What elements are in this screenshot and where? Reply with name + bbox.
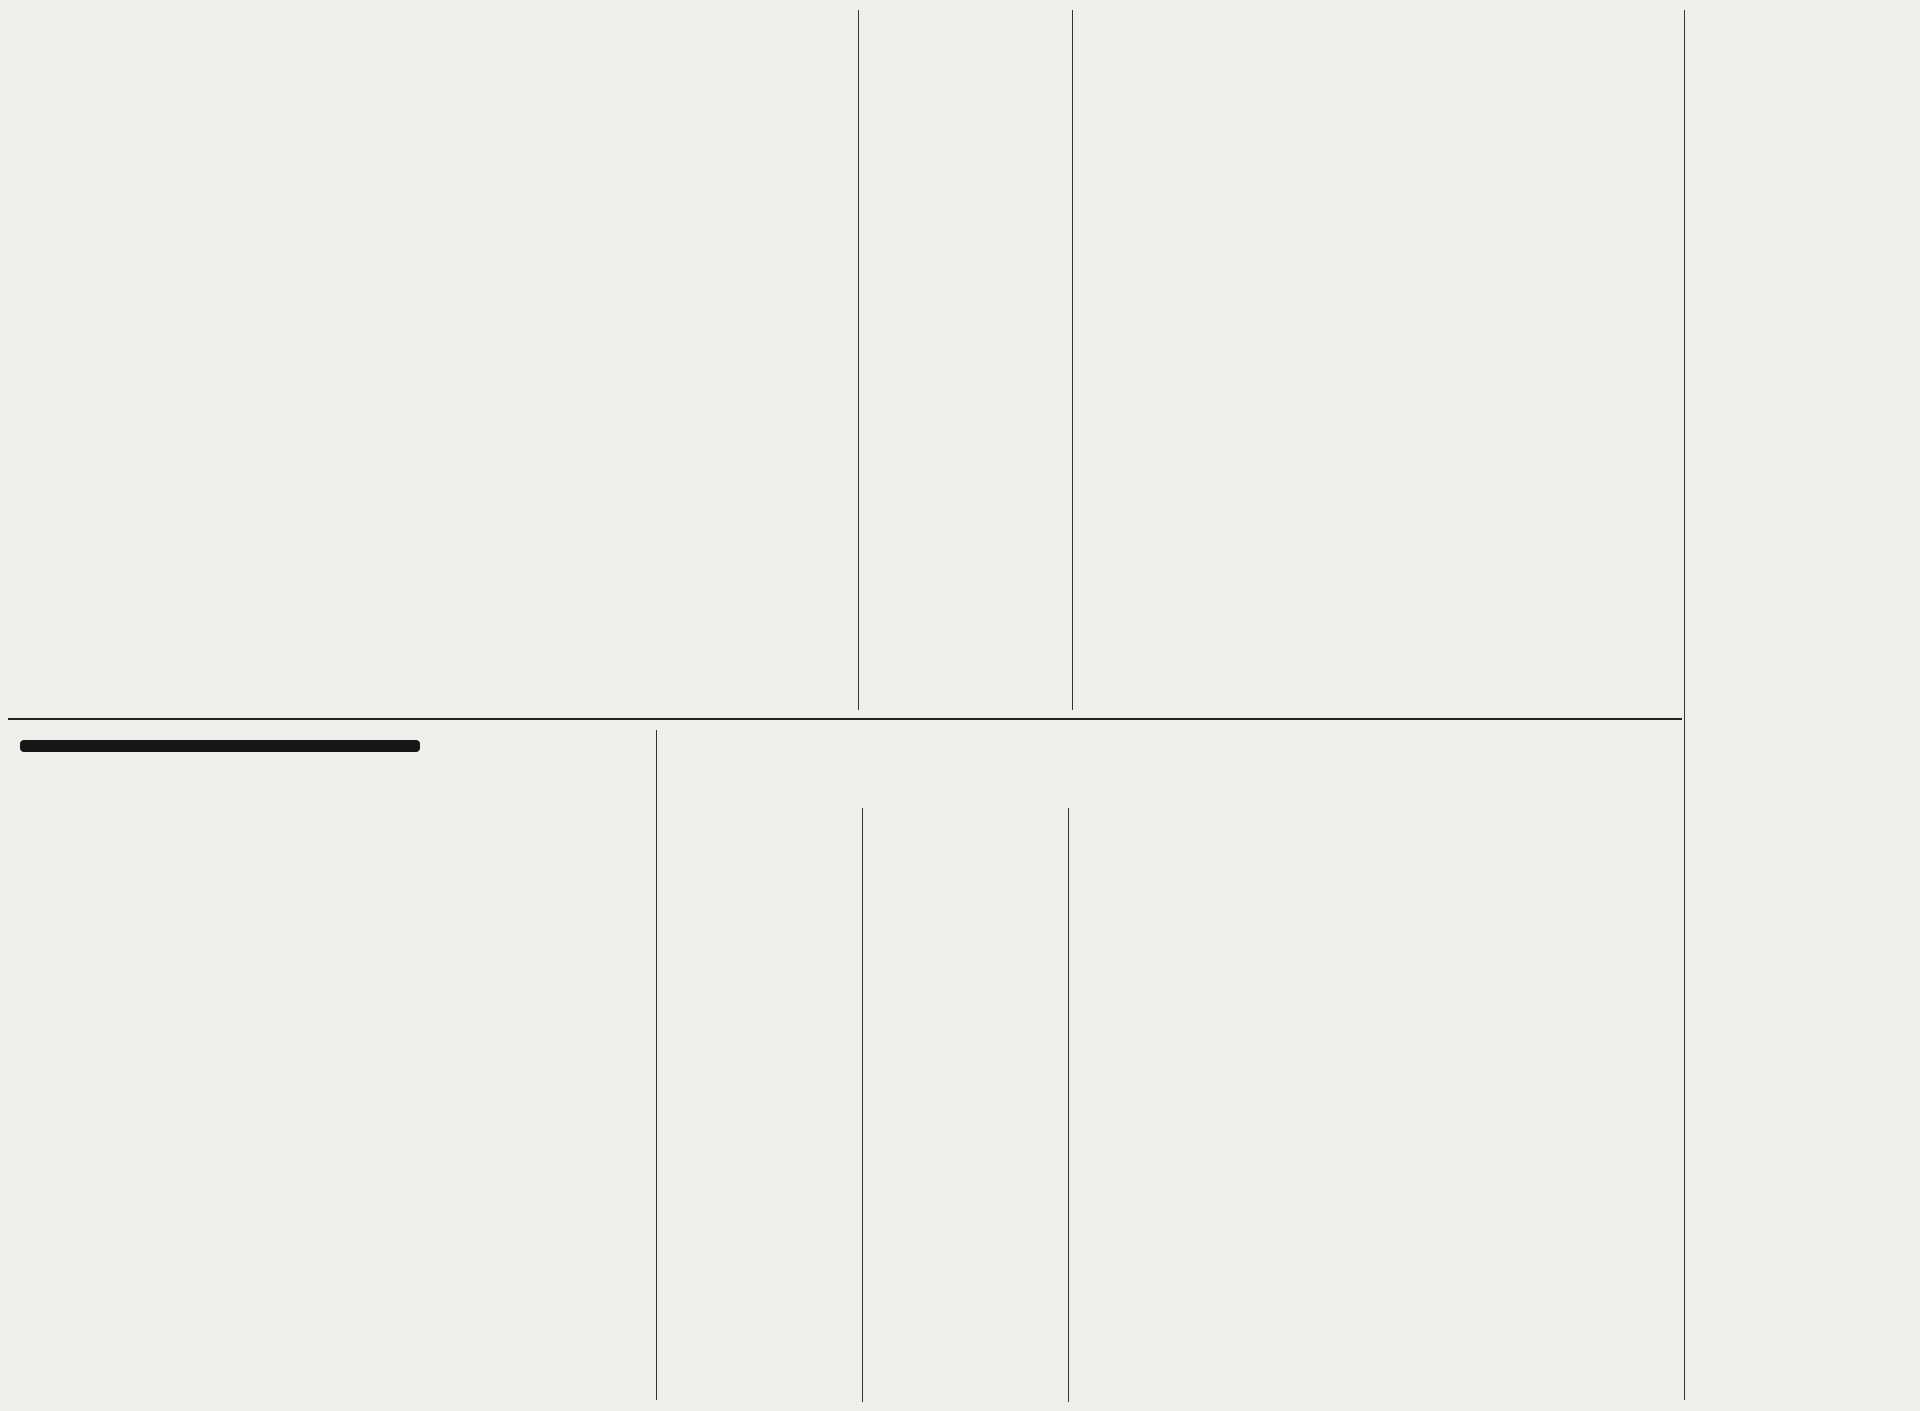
column-rule [1072,10,1073,710]
football-results-title [20,740,420,752]
football-col-2 [222,792,432,1404]
celtic-headline-block [1078,10,1678,200]
cruel-letdown-body [12,252,854,707]
cricket-col-5 [1482,808,1680,1048]
celtic-body [1078,212,1678,710]
edmeades-article [1692,10,1910,1405]
column-rule [656,730,657,1400]
football-col-3 [440,792,650,1404]
clyde-article [866,10,1066,710]
column-rule [1684,10,1685,1400]
english-col-2 [1278,1116,1474,1404]
cricket-col-1 [662,808,857,1404]
cricket-col-3 [1074,808,1270,1048]
column-rule [858,10,859,710]
cricket-col-4 [1278,808,1474,1048]
cruel-letdown-headline [12,4,862,244]
football-results-banner [20,740,420,786]
english-col-1 [1074,1116,1270,1404]
cricket-col-2 [868,808,1063,1404]
column-rule [862,808,863,1402]
english-headline-block [1074,1052,1682,1112]
football-col-1 [14,792,214,1404]
english-col-3 [1482,1116,1680,1404]
cricket-headline-block [662,728,1682,808]
section-divider [8,718,1682,720]
column-rule [1068,808,1069,1402]
